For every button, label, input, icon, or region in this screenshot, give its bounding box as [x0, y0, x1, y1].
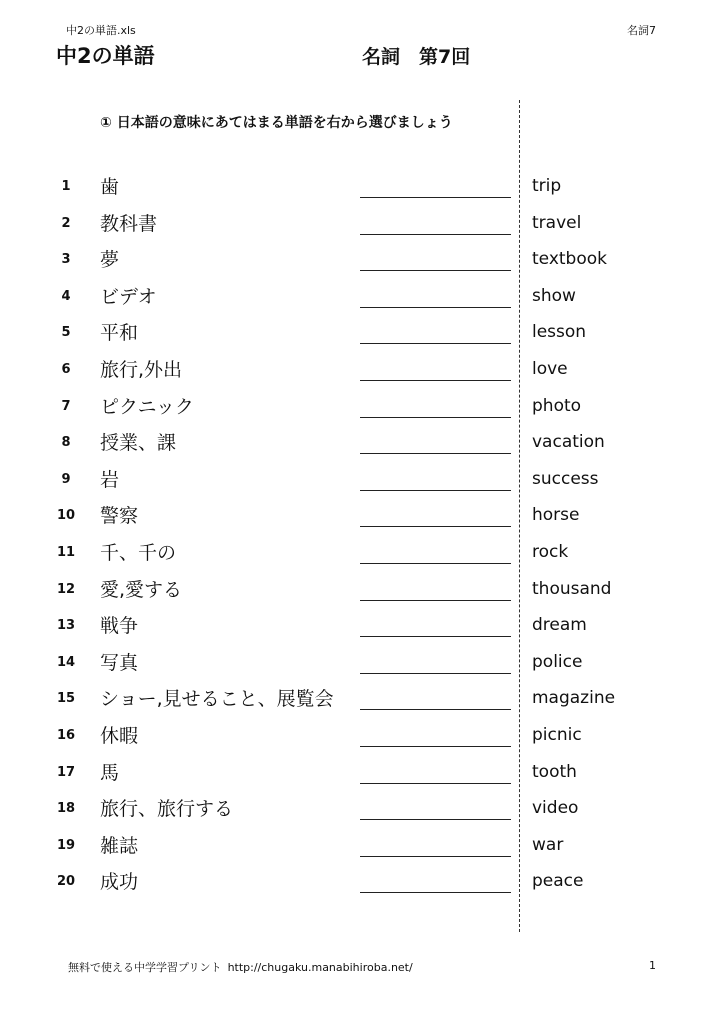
japanese-word: 岩 — [100, 468, 120, 491]
question-number: 18 — [56, 801, 76, 817]
japanese-word: 旅行、旅行する — [100, 798, 234, 821]
question-number: 10 — [56, 508, 76, 524]
answer-blank[interactable] — [360, 526, 511, 527]
question-number: 2 — [61, 215, 71, 231]
japanese-word: 成功 — [100, 871, 139, 894]
answer-blank[interactable] — [360, 307, 511, 308]
japanese-word: 写真 — [100, 651, 139, 674]
answer-blank[interactable] — [360, 856, 511, 857]
question-row — [0, 424, 724, 461]
japanese-word: 愛,愛する — [100, 578, 183, 601]
english-choice: photo — [532, 395, 582, 416]
question-number: 8 — [61, 435, 71, 451]
instruction-text: ① 日本語の意味にあてはまる単語を右から選びましょう — [100, 115, 453, 131]
english-choice: video — [532, 798, 579, 819]
answer-blank[interactable] — [360, 600, 511, 601]
answer-blank[interactable] — [360, 746, 511, 747]
question-number: 7 — [61, 398, 71, 414]
answer-blank[interactable] — [360, 636, 511, 637]
question-row — [0, 241, 724, 278]
page-subtitle: 名詞 第7回 — [362, 46, 471, 68]
question-row — [0, 314, 724, 351]
question-row — [0, 351, 724, 388]
footer-url-link[interactable]: http://chugaku.manabihiroba.net/ — [227, 961, 413, 974]
page-title: 中2の単語 — [56, 44, 155, 68]
question-number: 16 — [56, 727, 76, 743]
question-number: 12 — [56, 581, 76, 597]
question-number: 20 — [56, 874, 76, 890]
english-choice: war — [532, 834, 564, 855]
question-number: 1 — [61, 179, 71, 194]
japanese-word: 夢 — [100, 249, 120, 272]
english-choice: textbook — [532, 249, 607, 270]
question-number: 19 — [56, 837, 76, 853]
japanese-word: 歯 — [100, 176, 120, 198]
english-choice: tooth — [532, 761, 577, 782]
answer-blank[interactable] — [360, 270, 511, 271]
japanese-word: 警察 — [100, 505, 139, 528]
question-row — [0, 827, 724, 864]
answer-blank[interactable] — [360, 343, 511, 344]
japanese-word: 平和 — [100, 322, 139, 345]
question-number: 13 — [56, 618, 76, 634]
english-choice: thousand — [532, 578, 612, 599]
question-row — [0, 388, 724, 425]
japanese-word: 教科書 — [100, 212, 158, 235]
question-list — [0, 168, 724, 900]
japanese-word: 千、千の — [100, 541, 177, 564]
question-row — [0, 534, 724, 571]
english-choice: love — [532, 358, 568, 379]
english-choice: police — [532, 651, 583, 672]
question-row — [0, 571, 724, 608]
japanese-word: 休暇 — [100, 724, 139, 747]
question-row — [0, 497, 724, 534]
japanese-word: 雑誌 — [100, 834, 139, 857]
japanese-word: 授業、課 — [100, 432, 177, 455]
footer-text: 無料で使える中学学習プリント — [68, 961, 222, 974]
question-row — [0, 790, 724, 827]
english-choice: show — [532, 285, 576, 306]
japanese-word: ビデオ — [100, 285, 157, 308]
question-row — [0, 644, 724, 681]
question-row — [0, 205, 724, 242]
english-choice: horse — [532, 505, 580, 526]
question-row — [0, 607, 724, 644]
question-number: 5 — [61, 325, 71, 341]
answer-blank[interactable] — [360, 709, 511, 710]
question-row — [0, 717, 724, 754]
japanese-word: 旅行,外出 — [100, 358, 183, 381]
question-number: 4 — [61, 288, 71, 304]
answer-blank[interactable] — [360, 490, 511, 491]
question-number: 14 — [56, 654, 76, 670]
english-choice: vacation — [532, 432, 605, 453]
answer-blank[interactable] — [360, 783, 511, 784]
english-choice: trip — [532, 176, 562, 196]
question-number: 17 — [56, 764, 76, 780]
question-row — [0, 278, 724, 315]
question-row — [0, 863, 724, 900]
english-choice: magazine — [532, 688, 616, 709]
japanese-word: ピクニック — [100, 395, 194, 418]
japanese-word: ショー,見せること、展覧会 — [100, 688, 334, 711]
japanese-word: 戦争 — [100, 615, 139, 638]
answer-blank[interactable] — [360, 819, 511, 820]
japanese-word: 馬 — [100, 761, 120, 784]
english-choice: rock — [532, 541, 569, 562]
worksheet-code: 名詞7 — [627, 24, 656, 37]
answer-blank[interactable] — [360, 417, 511, 418]
english-choice: peace — [532, 871, 584, 892]
answer-blank[interactable] — [360, 563, 511, 564]
question-row — [0, 168, 724, 205]
question-number: 6 — [61, 361, 71, 377]
page-number: 1 — [649, 959, 656, 972]
english-choice: lesson — [532, 322, 587, 343]
question-row — [0, 461, 724, 498]
answer-blank[interactable] — [360, 453, 511, 454]
question-row — [0, 680, 724, 717]
answer-blank[interactable] — [360, 673, 511, 674]
question-number: 11 — [56, 544, 76, 560]
question-number: 3 — [61, 252, 71, 268]
answer-blank[interactable] — [360, 892, 511, 893]
question-row — [0, 754, 724, 791]
footer-credit — [68, 959, 413, 975]
answer-blank[interactable] — [360, 234, 511, 235]
file-name: 中2の単語.xls — [66, 24, 136, 37]
english-choice: travel — [532, 212, 582, 233]
question-number: 9 — [61, 471, 71, 487]
english-choice: dream — [532, 615, 587, 636]
english-choice: picnic — [532, 724, 582, 745]
english-choice: success — [532, 468, 599, 489]
answer-blank[interactable] — [360, 197, 511, 198]
answer-blank[interactable] — [360, 380, 511, 381]
question-number: 15 — [56, 691, 76, 707]
